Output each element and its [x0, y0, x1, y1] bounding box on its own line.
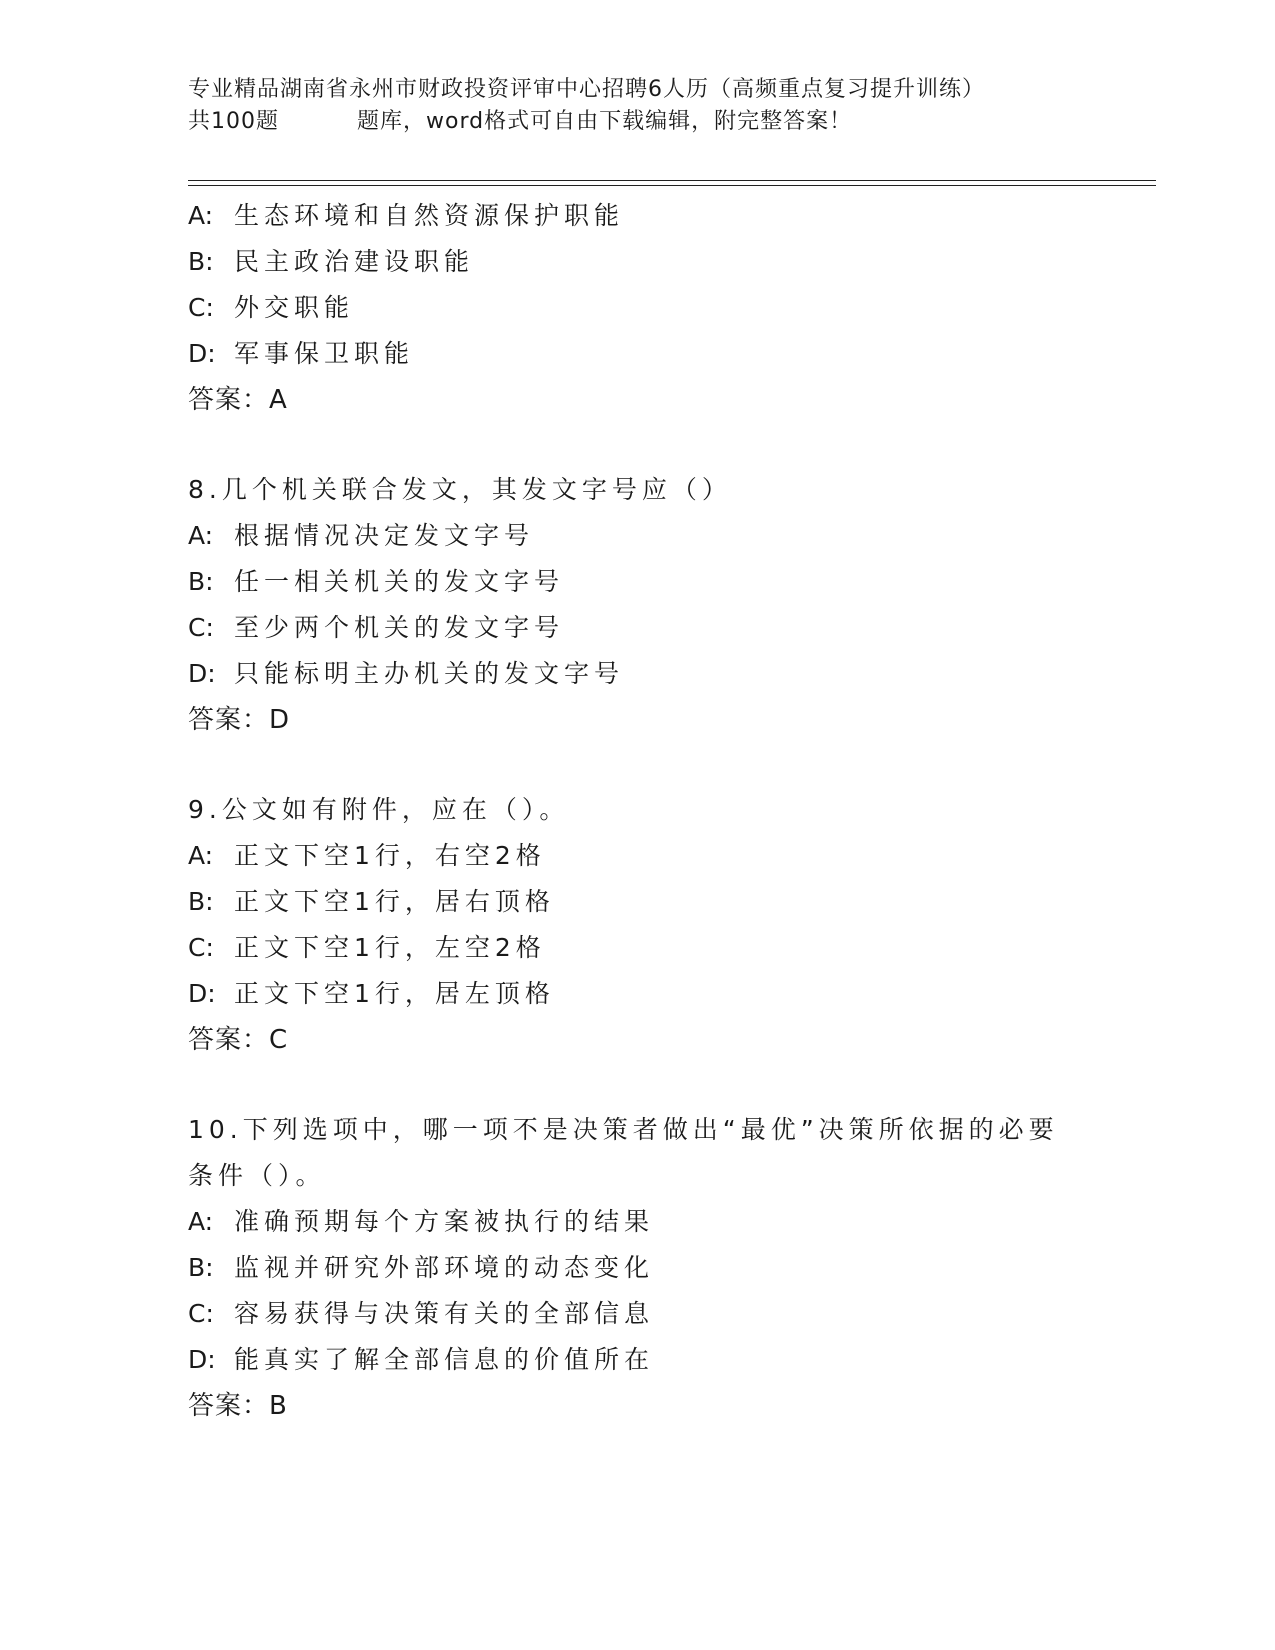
option-a — [188, 193, 1088, 239]
option-c — [188, 605, 1088, 651]
question-stem: 9.公文如有附件，应在（）。 — [188, 795, 570, 824]
option-letter: B: — [188, 1253, 214, 1282]
answer-line: 答案：C — [188, 1025, 289, 1055]
option-letter: A: — [188, 521, 214, 550]
option-d — [188, 971, 1088, 1017]
option-letter: D: — [188, 659, 216, 688]
question-block-7 — [188, 193, 1088, 423]
option-text: 正文下空1行，居左顶格 — [234, 979, 555, 1008]
option-b — [188, 559, 1088, 605]
option-a — [188, 833, 1088, 879]
option-letter: D: — [188, 339, 216, 368]
header-question-count: 共100题 — [188, 109, 279, 134]
question-stem: 10.下列选项中，哪一项不是决策者做出“最优”决策所依据的必要条件（）。 — [188, 1115, 1059, 1190]
option-text: 容易获得与决策有关的全部信息 — [234, 1299, 655, 1328]
option-d — [188, 651, 1088, 697]
header-description: 题库，word格式可自由下载编辑，附完整答案！ — [357, 109, 853, 134]
option-b — [188, 239, 1088, 285]
answer-line: 答案：D — [188, 705, 291, 735]
question-spacer — [188, 423, 1088, 467]
option-text: 军事保卫职能 — [234, 339, 415, 368]
question-stem: 8.几个机关联合发文，其发文字号应（） — [188, 475, 732, 504]
question-block-9 — [188, 787, 1088, 1063]
option-a — [188, 513, 1088, 559]
header-divider-top — [188, 180, 1156, 181]
option-text: 民主政治建设职能 — [234, 247, 475, 276]
option-letter: B: — [188, 247, 214, 276]
header-title-line: 专业精品湖南省永州市财政投资评审中心招聘6人历（高频重点复习提升训练） — [188, 77, 985, 102]
option-letter: D: — [188, 1345, 216, 1374]
option-letter: C: — [188, 613, 214, 642]
option-text: 根据情况决定发文字号 — [234, 521, 535, 550]
option-text: 任一相关机关的发文字号 — [234, 567, 565, 596]
option-text: 正文下空1行，居右顶格 — [234, 887, 555, 916]
header-divider-bottom — [188, 185, 1156, 186]
question-block-8 — [188, 467, 1088, 743]
answer-line: 答案：A — [188, 385, 288, 415]
option-letter: A: — [188, 841, 214, 870]
option-letter: C: — [188, 933, 214, 962]
option-d — [188, 1337, 1088, 1383]
option-text: 外交职能 — [234, 293, 355, 322]
option-c — [188, 925, 1088, 971]
question-list — [188, 193, 1088, 1429]
option-letter: B: — [188, 887, 214, 916]
question-spacer — [188, 743, 1088, 787]
option-text: 准确预期每个方案被执行的结果 — [234, 1207, 655, 1236]
option-text: 正文下空1行，右空2格 — [234, 841, 546, 870]
option-d — [188, 331, 1088, 377]
option-c — [188, 1291, 1088, 1337]
header-subtitle-line — [188, 106, 1148, 138]
question-block-10 — [188, 1107, 1088, 1429]
option-b — [188, 1245, 1088, 1291]
option-letter: C: — [188, 293, 214, 322]
option-letter: A: — [188, 201, 214, 230]
option-letter: A: — [188, 1207, 214, 1236]
option-text: 监视并研究外部环境的动态变化 — [234, 1253, 655, 1282]
option-letter: B: — [188, 567, 214, 596]
option-text: 只能标明主办机关的发文字号 — [234, 659, 625, 688]
answer-line: 答案：B — [188, 1391, 288, 1421]
question-spacer — [188, 1063, 1088, 1107]
option-a — [188, 1199, 1088, 1245]
option-text: 正文下空1行，左空2格 — [234, 933, 546, 962]
option-letter: C: — [188, 1299, 214, 1328]
option-text: 能真实了解全部信息的价值所在 — [234, 1345, 655, 1374]
document-header — [188, 74, 1148, 138]
option-c — [188, 285, 1088, 331]
option-b — [188, 879, 1088, 925]
option-text: 生态环境和自然资源保护职能 — [234, 201, 625, 230]
option-text: 至少两个机关的发文字号 — [234, 613, 565, 642]
header-gap — [279, 106, 357, 138]
option-letter: D: — [188, 979, 216, 1008]
